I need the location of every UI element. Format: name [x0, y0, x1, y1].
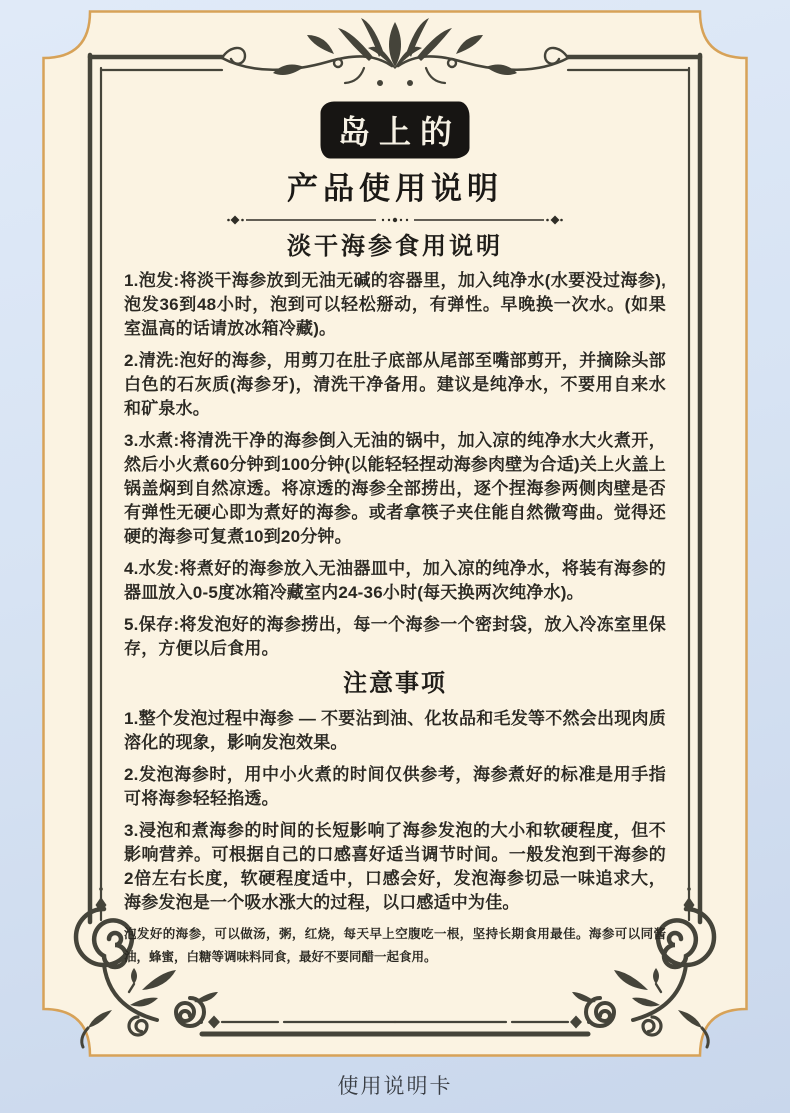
section-subtitle: 淡干海参食用说明: [287, 233, 503, 260]
note-3: 3.浸泡和煮海参的时间的长短影响了海参发泡的大小和软硬程度，但不影响营养。可根据自己的口感喜好适当调节时间。一般发泡到干海参的2倍左右长度，软硬程度适中，口感会好，发泡海参切忌一味追求大，海参发泡是一个吸水涨大的过程，以口感适中为佳。: [124, 821, 666, 912]
instruction-step-2: 2.清洗:泡好的海参，用剪刀在肚子底部从尾部至嘴部剪开，并摘除头部白色的石灰质(海参牙)，清洗干净备用。建议是纯净水，不要用自来水和矿泉水。: [124, 351, 666, 418]
card-title: 产品使用说明: [287, 171, 503, 206]
note-2: 2.发泡海参时，用中小火煮的时间仅供参考，海参煮好的标准是用手指可将海参轻轻掐透。: [124, 765, 666, 808]
brand-badge-label: 岛上的: [337, 114, 461, 150]
note-1: 1.整个发泡过程中海参 — 不要沾到油、化妆品和毛发等不然会出现肉质溶化的现象，影响发泡效果。: [124, 709, 666, 752]
notes-list: [124, 707, 666, 915]
instruction-step-5: 5.保存:将发泡好的海参捞出，每一个海参一个密封袋，放入冷冻室里保存，方便以后食用。: [124, 615, 666, 658]
serving-note: 泡发好的海参，可以做汤，粥，红烧，每天早上空腹吃一根，坚持长期食用最佳。海参可以同酱油，蜂蜜，白糖等调味料同食，最好不要同醋一起食用。: [124, 927, 666, 964]
notes-heading: 注意事项: [343, 670, 447, 697]
instruction-card: [42, 10, 748, 1057]
card-content: [124, 103, 666, 969]
instruction-step-3: 3.水煮:将清洗干净的海参倒入无油的锅中，加入凉的纯净水大火煮开，然后小火煮60分钟到100分钟(以能轻轻捏动海参肉壁为合适)关上火盖上锅盖焖到自然凉透。将凉透的海参全部捞出，逐个捏海参两侧肉壁是否有弹性无硬心即为煮好的海参。或者拿筷子夹住能自然微弯曲。觉得还硬的海参可复煮10到20分钟。: [124, 431, 666, 546]
title-divider: [226, 213, 564, 227]
instructions-list: [124, 269, 666, 661]
brand-badge: [322, 103, 468, 157]
instruction-step-4: 4.水发:将煮好的海参放入无油器皿中，加入凉的纯净水，将装有海参的器皿放入0-5度冰箱冷藏室内24-36小时(每天换两次纯净水)。: [124, 559, 666, 602]
card-caption: 使用说明卡: [337, 1075, 453, 1098]
instruction-step-1: 1.泡发:将淡干海参放到无油无碱的容器里，加入纯净水(水要没过海参),泡发36到48小时，泡到可以轻松掰动，有弹性。早晚换一次水。(如果室温高的话请放冰箱冷藏)。: [124, 271, 666, 338]
